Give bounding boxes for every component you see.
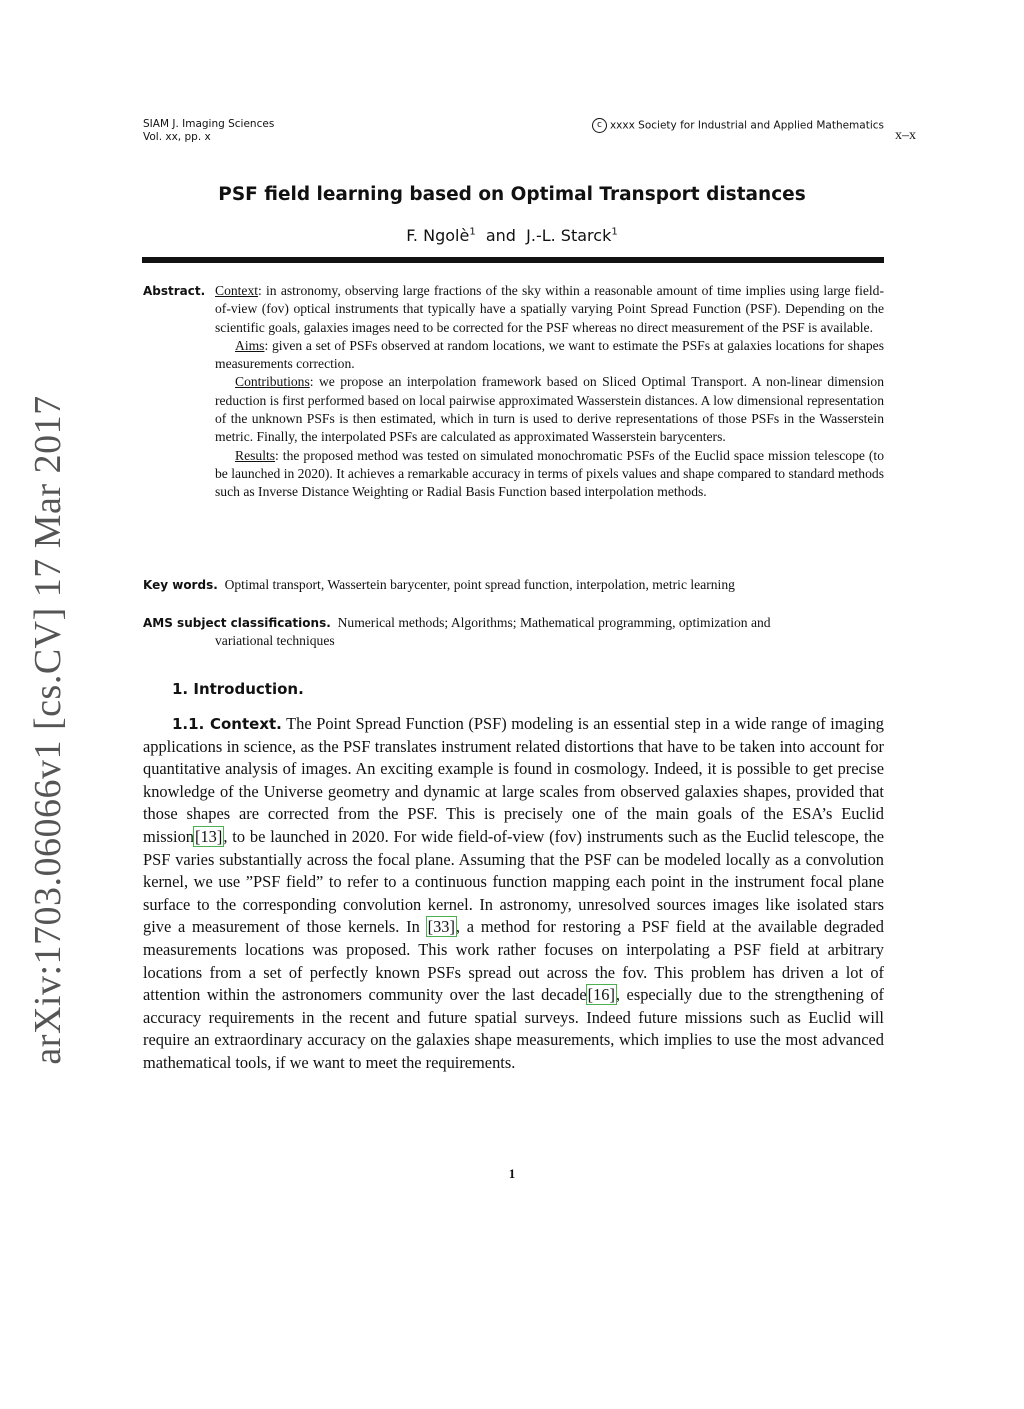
subsection-heading: 1.1. Context. [172, 715, 282, 733]
body-text-part: , a method for restoring a PSF field at the available degraded measurements locations was proposed. This work rather focuses on interpolating a PSF field at arbitrary locations from a set of perfectly known PSFs spread out across the fov. This problem has driven a lot of attention within the astronomers community over the last decade [143, 917, 885, 1005]
affiliation-mark: 1 [469, 226, 476, 238]
copyright-header [592, 118, 884, 133]
author-list [0, 226, 1024, 245]
citation-link[interactable]: [33] [427, 917, 455, 937]
contributions-text: : we propose an interpolation framework based on Sliced Optimal Transport. A non-linear dimension reduction is first performed based on local pairwise approximated Wasserstein distances. A low dimensional representation of the unknown PSFs is then estimated, which in turn is used to derive representations of those PSFs in the Wasserstein metric. Finally, the interpolated PSFs are calculated as approximated Wasserstein barycenters. [215, 374, 884, 445]
abstract-label: Abstract. [143, 284, 206, 298]
abstract-context [215, 282, 884, 337]
citation-link[interactable]: [13] [195, 826, 223, 846]
title-rule [142, 257, 884, 263]
journal-volume: Vol. xx, pp. x [143, 131, 211, 143]
keywords-label: Key words. [143, 578, 218, 592]
author-name: F. Ngolè [406, 226, 470, 245]
affiliation-mark: 1 [611, 226, 618, 238]
arxiv-sidebar [27, 395, 69, 1065]
introduction-paragraph [143, 713, 884, 1075]
abstract-body [215, 282, 884, 502]
context-label: Context [215, 283, 259, 298]
copyright-icon: c [592, 118, 607, 133]
ams-text-continued: variational techniques [215, 633, 335, 649]
author-conjunction: and [485, 226, 516, 245]
citation-link[interactable]: [16] [587, 985, 615, 1005]
paper-title: PSF field learning based on Optimal Transport distances [218, 184, 806, 205]
abstract-aims [215, 337, 884, 374]
page-range: x–x [895, 128, 916, 143]
arxiv-identifier: arXiv:1703.06066v1 [cs.CV] 17 Mar 2017 [27, 395, 69, 1065]
section-heading: 1. Introduction. [172, 680, 304, 698]
journal-name: SIAM J. Imaging Sciences [143, 118, 275, 130]
ams-text: Numerical methods; Algorithms; Mathematical programming, optimization and [337, 615, 771, 630]
body-text-part: The Point Spread Function (PSF) modeling is an essential step in a wide range of imaging applications in science, as the PSF translates instrument related distortions that have to be taken into account for quantitative analysis of images. An exciting example is found in cosmology. Indeed, it is possible to get precise knowledge of the Universe geometry and dynamic at large scales from observed galaxies shapes, provided that those shapes are corrected from the PSF. This is precisely one of the main goals of the ESA’s Euclid mission [143, 714, 884, 846]
ams-classifications [143, 614, 884, 651]
abstract [143, 282, 884, 502]
ams-label: AMS subject classifications. [143, 616, 331, 630]
results-label: Results [235, 447, 276, 463]
author-name: J.-L. Starck [526, 226, 612, 245]
abstract-results [215, 447, 884, 502]
contributions-label: Contributions [235, 374, 310, 390]
journal-header [143, 118, 274, 144]
abstract-contributions [215, 373, 884, 446]
body-text-part: , to be launched in 2020. For wide field-of-view (fov) instruments such as the Euclid telescope, the PSF varies substantially across the focal plane. Assuming that the PSF can be modeled locally as a convolution kernel, we use ”PSF field” to refer to a continuous function mapping each point in the instrument focal plane surface to the corresponding convolution kernel. In astronomy, unresolved sources images like isolated stars give a measurement of those kernels. In [143, 826, 884, 937]
context-text: : in astronomy, observing large fractions of the sky within a reasonable amount of time implies using large field-of-view (fov) optical instruments that typically have a spatially varying Point Spread Function (PSF). Depending on the scientific goals, galaxies images need to be corrected for the PSF whereas no direct measurement of the PSF is available. [215, 283, 884, 335]
aims-text: : given a set of PSFs observed at random locations, we want to estimate the PSFs at galaxies locations for shapes measurements correction. [215, 337, 884, 372]
body-text-part: , especially due to the strengthening of accuracy requirements in the recent and future spatial surveys. Indeed future missions such as Euclid will require an extraordinary accuracy on the galaxies shape measurements, which implies to use the most advanced mathematical tools, if we want to meet the requirements. [143, 985, 884, 1072]
results-text: : the proposed method was tested on simulated monochromatic PSFs of the Euclid space mission telescope (to be launched in 2020). It achieves a remarkable accuracy in terms of pixels values and shape compared to standard methods such as Inverse Distance Weighting or Radial Basis Function based interpolation methods. [215, 447, 884, 500]
keywords-text: Optimal transport, Wassertein barycenter, point spread function, interpolation, metric learning [224, 577, 735, 592]
aims-label: Aims [235, 337, 265, 353]
keywords [143, 576, 884, 594]
page-number: 1 [508, 1166, 516, 1181]
copyright-text: xxxx Society for Industrial and Applied Mathematics [609, 119, 884, 132]
